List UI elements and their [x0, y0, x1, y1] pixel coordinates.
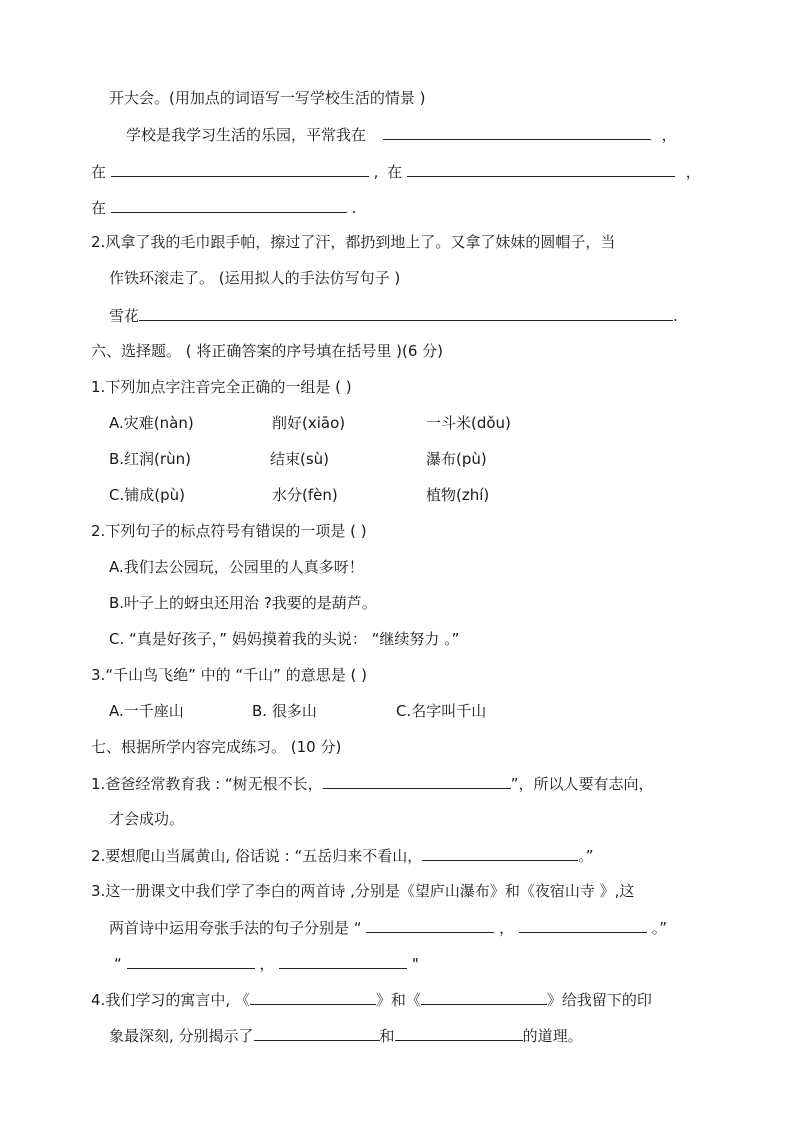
section-7-title: 七、根据所学内容完成练习。 (10 分) — [91, 738, 342, 756]
q1-option: 削好(xiāo) — [272, 414, 346, 432]
question-number: 3. — [91, 666, 106, 684]
answer-blank[interactable] — [323, 773, 511, 789]
f4-line1 — [91, 989, 652, 1009]
question-number: 3. — [91, 882, 106, 900]
question-text: 。” — [651, 919, 667, 937]
q3-option: A.一千座山 — [109, 702, 184, 720]
comma: ， — [499, 919, 515, 937]
f4-line2 — [109, 1025, 583, 1045]
question-text: 两首诗中运用夸张手法的句子分别是 “ — [109, 919, 362, 937]
f2-line — [91, 845, 594, 865]
question-text: “千山鸟飞绝” 中的 “千山” 的意思是 ( ) — [105, 666, 367, 684]
question-text: 》给我留下的印 — [546, 991, 652, 1009]
question-number: 2. — [91, 233, 106, 251]
question-text: 我们学习的寓言中, 《 — [105, 991, 250, 1009]
lead-word: 雪花 — [109, 307, 140, 325]
answer-blank[interactable] — [519, 917, 647, 933]
q2-option: A.我们去公园玩，公园里的人真多呀！ — [109, 558, 364, 576]
question-text: 下列加点字注音完全正确的一组是 ( ) — [105, 378, 352, 396]
sec5-q1-line1 — [126, 124, 677, 144]
zai-text: 在 — [91, 163, 107, 181]
question-text: 要想爬山当属黄山, 俗话说 : “五岳归来不看山， — [105, 847, 423, 865]
q3-stem — [91, 665, 367, 685]
q1-option: 水分(fèn) — [272, 486, 338, 504]
answer-blank[interactable] — [407, 161, 675, 177]
f1-line2: 才会成功。 — [109, 810, 185, 828]
answer-blank[interactable] — [254, 1025, 380, 1041]
answer-blank[interactable] — [250, 989, 376, 1005]
comma: ， — [661, 126, 677, 144]
f3-line2 — [109, 917, 667, 937]
answer-blank[interactable] — [422, 845, 578, 861]
f3-line3 — [114, 953, 419, 973]
sec5-q2-line2: 作铁环滚走了。 (运用拟人的手法仿写句子 ) — [109, 269, 401, 287]
question-text: 》和《 — [375, 991, 421, 1009]
question-number: 2. — [91, 522, 106, 540]
answer-blank[interactable] — [383, 124, 651, 140]
q3-option: C.名字叫千山 — [396, 702, 487, 720]
question-text: 象最深刻, 分别揭示了 — [109, 1027, 254, 1045]
answer-blank[interactable] — [111, 161, 369, 177]
f3-line1 — [91, 881, 634, 901]
q1-stem — [91, 377, 352, 397]
zai-text: 在 — [91, 199, 107, 217]
q1-option: B.红润(rùn) — [109, 450, 191, 468]
q1-option: 结束(sù) — [270, 450, 330, 468]
answer-blank[interactable] — [139, 305, 673, 321]
question-text: ”，所以人要有志向， — [510, 775, 654, 793]
zai-text: 在 — [387, 163, 403, 181]
answer-blank[interactable] — [395, 1025, 523, 1041]
comma: ， — [259, 955, 275, 973]
sec5-q1-line2 — [91, 161, 701, 181]
q1-option: 一斗米(dǒu) — [426, 414, 511, 432]
question-text: 的道理。 — [522, 1027, 583, 1045]
answer-blank[interactable] — [279, 953, 407, 969]
f1-line1 — [91, 773, 653, 793]
sec5-q2-answer — [109, 305, 678, 325]
comma: , — [373, 163, 379, 181]
q1-option: C.铺成(pù) — [109, 486, 185, 504]
q1-option: A.灾难(nàn) — [109, 414, 194, 432]
answer-blank[interactable] — [366, 917, 494, 933]
question-text: 这一册课文中我们学了李白的两首诗 ,分别是《望庐山瀑布》和《夜宿山寺 》,这 — [105, 882, 635, 900]
section-6-title: 六、选择题。 ( 将正确答案的序号填在括号里 )(6 分) — [91, 342, 444, 360]
quote-mark: “ — [114, 955, 122, 973]
period: . — [673, 307, 678, 325]
answer-blank[interactable] — [421, 989, 547, 1005]
period: . — [351, 199, 357, 217]
quote-mark: " — [411, 955, 419, 973]
q2-option: C. “真是好孩子，” 妈妈摸着我的头说： “继续努力 。” — [109, 630, 460, 648]
answer-blank[interactable] — [111, 197, 347, 213]
question-text: 和 — [379, 1027, 395, 1045]
q1-option: 瀑布(pù) — [426, 450, 487, 468]
sec5-q1-lead: 学校是我学习生活的乐园，平常我在 — [126, 126, 367, 144]
question-text: 爸爸经常教育我 : “树无根不长， — [105, 775, 323, 793]
answer-blank[interactable] — [127, 953, 255, 969]
sec5-q1-line3 — [91, 197, 356, 217]
sec5-q2-line1 — [91, 232, 615, 252]
question-number: 2. — [91, 847, 106, 865]
question-text: 下列句子的标点符号有错误的一项是 ( ) — [105, 522, 367, 540]
q1-option: 植物(zhí) — [426, 486, 490, 504]
question-text: 。” — [578, 847, 594, 865]
question-number: 1. — [91, 775, 106, 793]
q2-stem — [91, 521, 367, 541]
question-number: 4. — [91, 991, 106, 1009]
q3-option: B. 很多山 — [252, 702, 317, 720]
question-text: 风拿了我的毛巾跟手帕，擦过了汗，都扔到地上了。又拿了妹妹的圆帽子，当 — [105, 233, 616, 251]
q2-option: B.叶子上的蚜虫还用治 ?我要的是葫芦。 — [109, 594, 377, 612]
question-number: 1. — [91, 378, 106, 396]
sec5-q1-tail: 开大会。(用加点的词语写一写学校生活的情景 ) — [109, 89, 426, 107]
comma: ， — [685, 163, 701, 181]
